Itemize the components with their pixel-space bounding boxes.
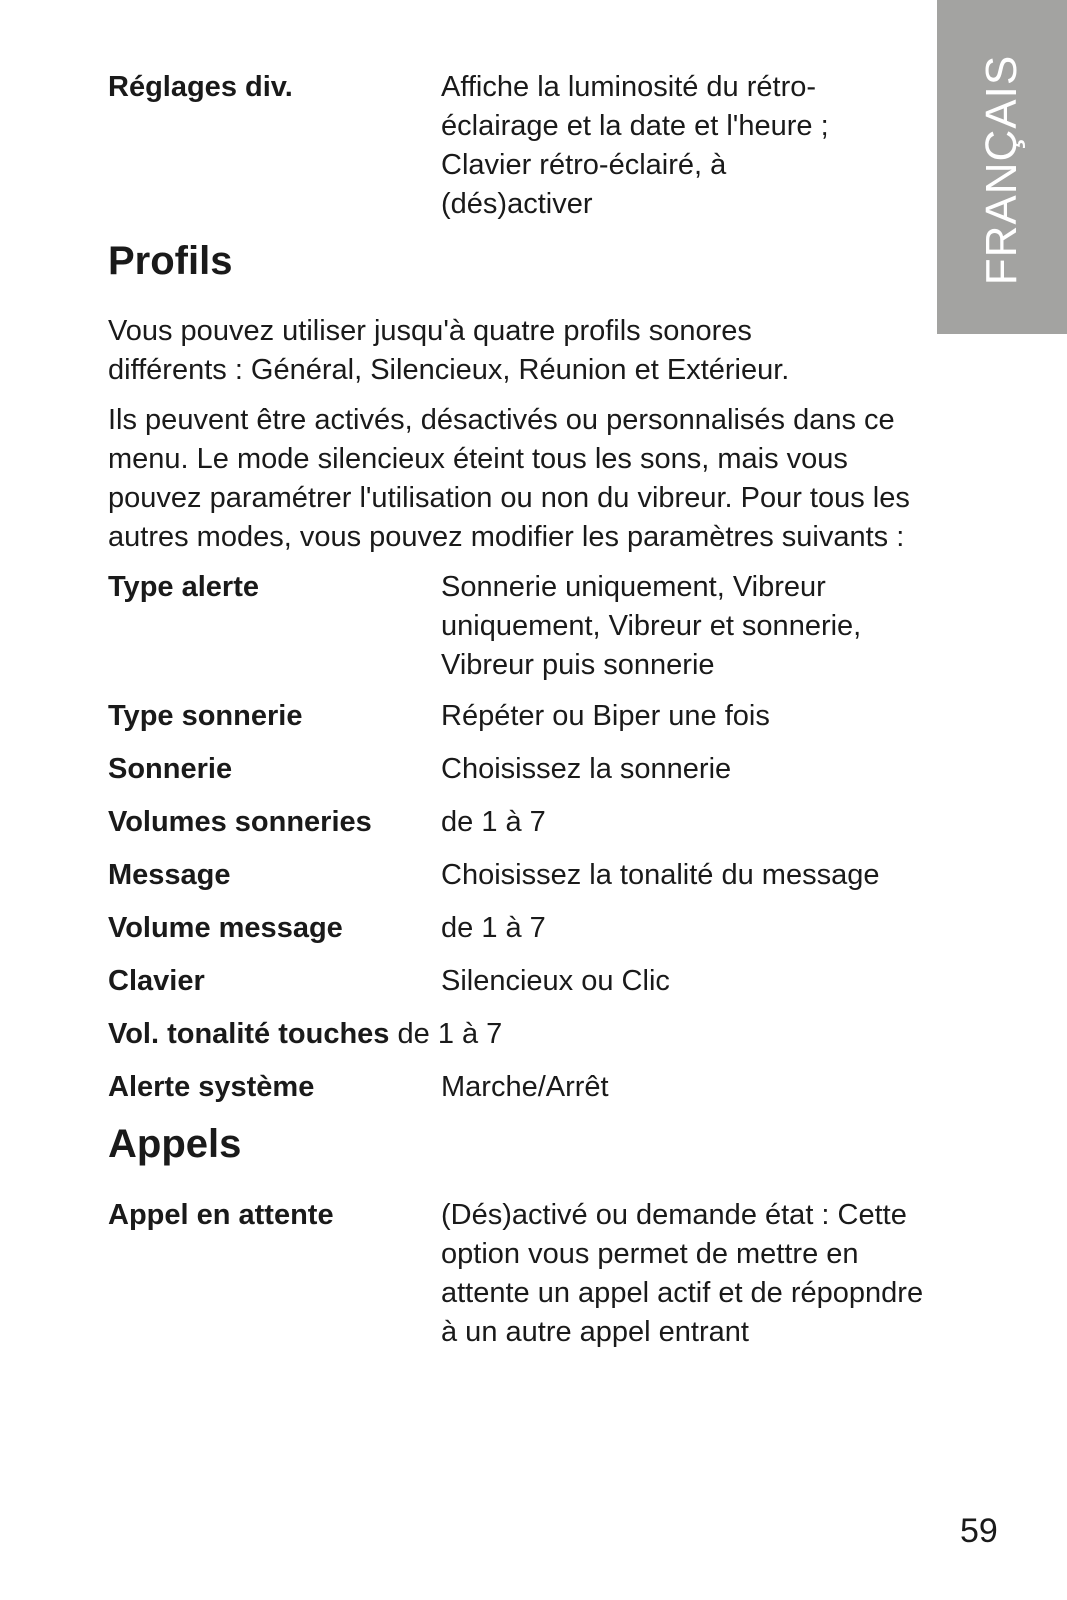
paragraph-line: Vous pouvez utiliser jusqu'à quatre profils sonores <box>108 315 752 347</box>
key-tone-volume-desc: de 1 à 7 <box>397 1018 503 1050</box>
call-waiting-desc <box>441 1196 1001 1352</box>
ring-volume-term: Volumes sonneries <box>108 806 372 838</box>
key-tone-volume-row <box>108 1015 502 1054</box>
paragraph-line: Ils peuvent être activés, désactivés ou personnalisés dans ce <box>108 404 895 436</box>
ringtone-term: Sonnerie <box>108 753 233 785</box>
profiles-intro-paragraph <box>108 312 1008 390</box>
misc-settings-term: Réglages div. <box>108 71 293 103</box>
paragraph-line: autres modes, vous pouvez modifier les paramètres suivants : <box>108 521 905 553</box>
profiles-detail-paragraph <box>108 401 1008 557</box>
message-term: Message <box>108 859 231 891</box>
ringtone-desc: Choisissez la sonnerie <box>441 753 732 785</box>
desc-line: à un autre appel entrant <box>441 1316 749 1348</box>
desc-line: attente un appel actif et de répopndre <box>441 1277 924 1309</box>
language-tab-label: FRANÇAIS <box>977 54 1026 286</box>
ring-type-desc: Répéter ou Biper une fois <box>441 700 770 732</box>
system-alert-desc: Marche/Arrêt <box>441 1071 609 1103</box>
call-waiting-term: Appel en attente <box>108 1199 334 1231</box>
key-tone-volume-term: Vol. tonalité touches <box>108 1018 390 1050</box>
system-alert-term: Alerte système <box>108 1071 315 1103</box>
alert-type-term: Type alerte <box>108 571 259 603</box>
alert-type-desc <box>441 568 1001 685</box>
paragraph-line: menu. Le mode silencieux éteint tous les sons, mais vous <box>108 443 848 475</box>
desc-line: uniquement, Vibreur et sonnerie, <box>441 610 862 642</box>
profiles-heading: Profils <box>108 239 233 283</box>
desc-line: Clavier rétro-éclairé, à <box>441 149 727 181</box>
keypad-desc: Silencieux ou Clic <box>441 965 670 997</box>
desc-line: éclairage et la date et l'heure ; <box>441 110 829 142</box>
desc-line: Sonnerie uniquement, Vibreur <box>441 571 826 603</box>
desc-line: (Dés)activé ou demande état : Cette <box>441 1199 907 1231</box>
paragraph-line: différents : Général, Silencieux, Réunion et Extérieur. <box>108 354 790 386</box>
page-number: 59 <box>960 1512 998 1550</box>
desc-line: option vous permet de mettre en <box>441 1238 859 1270</box>
ring-type-term: Type sonnerie <box>108 700 303 732</box>
calls-heading: Appels <box>108 1122 242 1166</box>
message-volume-term: Volume message <box>108 912 343 944</box>
keypad-term: Clavier <box>108 965 205 997</box>
desc-line: (dés)activer <box>441 188 593 220</box>
paragraph-line: pouvez paramétrer l'utilisation ou non du vibreur. Pour tous les <box>108 482 910 514</box>
desc-line: Affiche la luminosité du rétro- <box>441 71 817 103</box>
message-desc: Choisissez la tonalité du message <box>441 859 880 891</box>
desc-line: Vibreur puis sonnerie <box>441 649 715 681</box>
message-volume-desc: de 1 à 7 <box>441 912 546 944</box>
ring-volume-desc: de 1 à 7 <box>441 806 546 838</box>
misc-settings-desc <box>441 68 1001 224</box>
